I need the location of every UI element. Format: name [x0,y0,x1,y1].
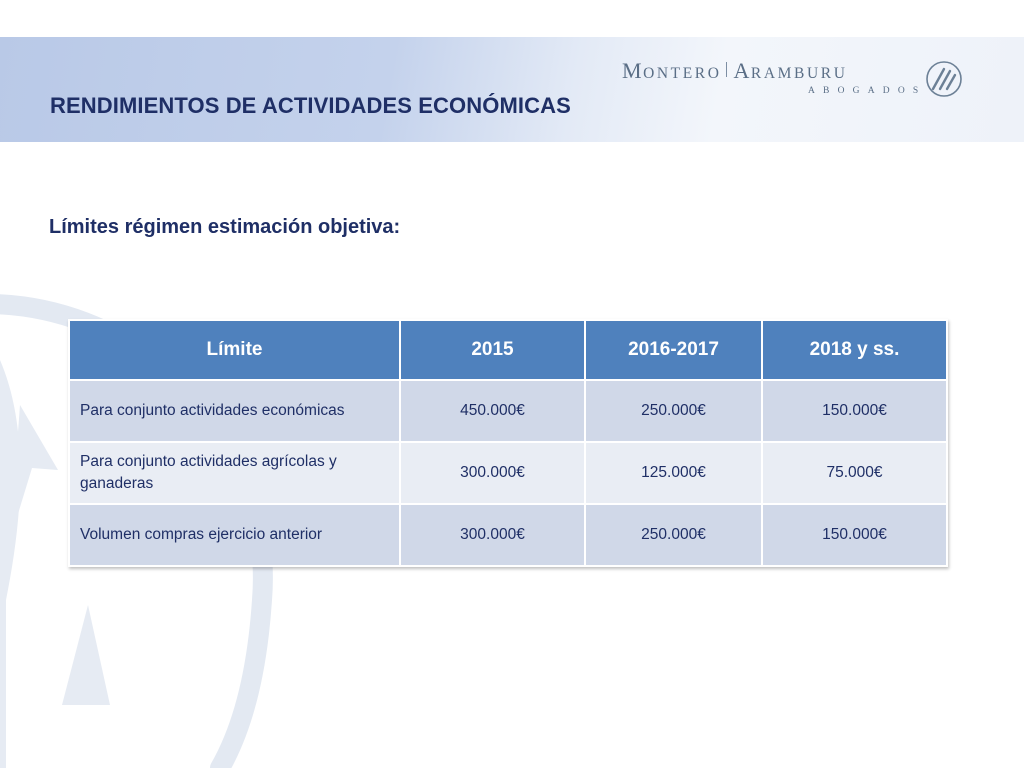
column-header-2018: 2018 y ss. [763,321,946,379]
logo-name [622,58,848,84]
value-cell: 125.000€ [586,443,761,503]
logo-word-aramburu: RAMBURU [750,65,848,82]
row-label: Volumen compras ejercicio anterior [70,505,399,565]
value-cell: 450.000€ [401,381,584,441]
column-header-limite: Límite [70,321,399,379]
table-header-row [70,321,946,379]
value-cell: 250.000€ [586,381,761,441]
logo-tagline: ABOGADOS [808,86,927,96]
value-cell: 300.000€ [401,443,584,503]
row-label: Para conjunto actividades económicas [70,381,399,441]
value-cell: 150.000€ [763,505,946,565]
column-header-2015: 2015 [401,321,584,379]
firm-logo [622,58,967,102]
value-cell: 250.000€ [586,505,761,565]
table-row [70,381,946,441]
logo-initial-a: A [733,58,751,83]
section-subtitle: Límites régimen estimación objetiva: [49,216,401,238]
logo-separator [726,62,727,77]
value-cell: 75.000€ [763,443,946,503]
page-title: RENDIMIENTOS DE ACTIVIDADES ECONÓMICAS [50,93,571,118]
logo-word-montero: ONTERO [643,65,722,82]
value-cell: 150.000€ [763,381,946,441]
row-label: Para conjunto actividades agrícolas y ganaderas [70,443,399,503]
value-cell: 300.000€ [401,505,584,565]
slashes-circle-icon [924,59,964,99]
logo-initial-m: M [622,58,644,83]
table-row [70,443,946,503]
limits-table [68,319,948,567]
column-header-2016-2017: 2016-2017 [586,321,761,379]
table-row [70,505,946,565]
